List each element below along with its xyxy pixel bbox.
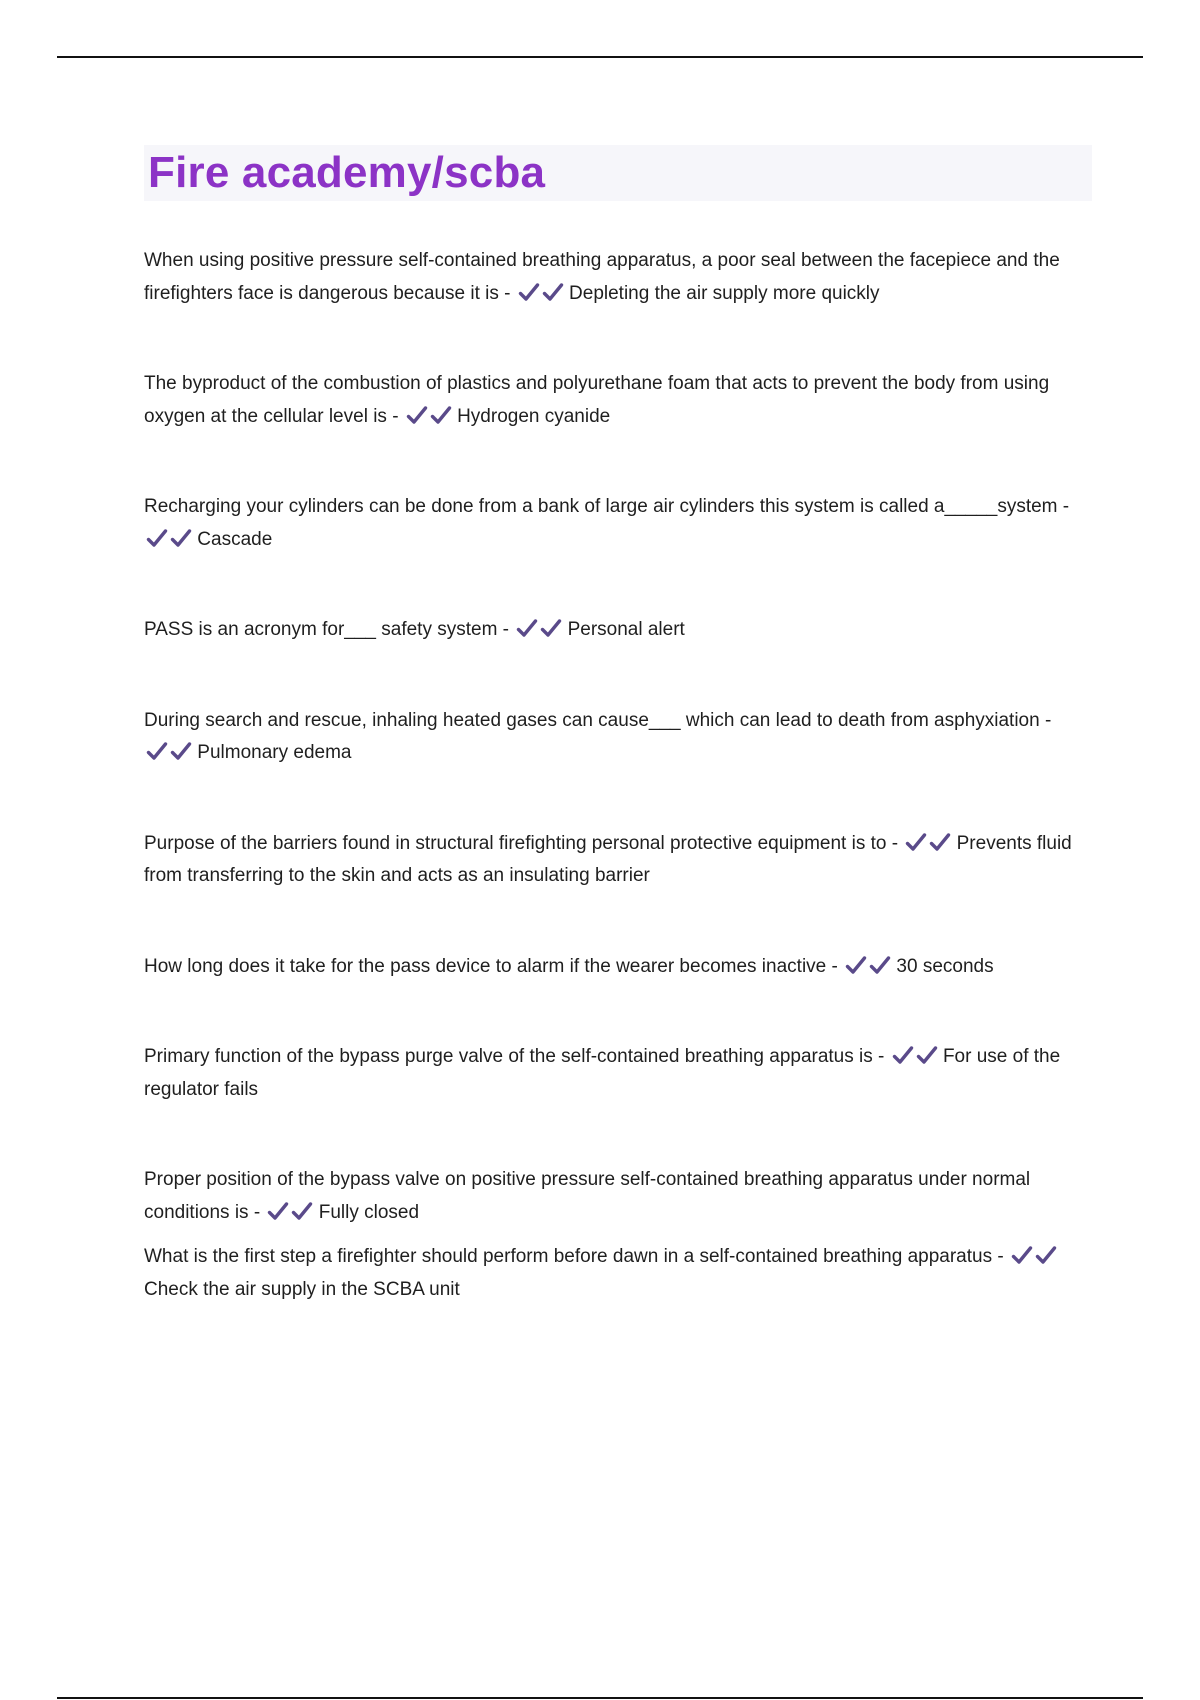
checkmark-icon [845, 955, 867, 975]
top-rule [57, 56, 1143, 58]
answer-text: Prevents fluid from transferring to the skin and acts as an insulating barrier [144, 832, 1072, 886]
question-text: Primary function of the bypass purge valve of the self-contained breathing apparatus is - [144, 1046, 885, 1067]
checkmark-icon [170, 741, 192, 761]
answer-text: Fully closed [318, 1201, 420, 1223]
checkmark-icon [929, 832, 951, 852]
checkmark-icon [430, 405, 452, 425]
answer-text: Hydrogen cyanide [457, 405, 611, 427]
check-pair [265, 1202, 313, 1223]
check-pair [903, 833, 951, 854]
question-text: How long does it take for the pass device to alarm if the wearer becomes inactive - [144, 955, 838, 977]
page-title: Fire academy/scba [148, 148, 546, 197]
check-pair [890, 1046, 938, 1067]
qa-item [144, 1164, 1092, 1229]
checkmark-icon [170, 528, 192, 548]
qa-item [144, 705, 1092, 770]
checkmark-icon [869, 955, 891, 975]
checkmark-icon [1035, 1245, 1057, 1265]
document-body [144, 145, 1092, 1306]
answer-text: 30 seconds [896, 955, 994, 977]
answer-text: Personal alert [567, 619, 685, 640]
answer-text: Pulmonary edema [197, 742, 352, 763]
checkmark-icon [542, 282, 564, 302]
answer-text: For use of the regulator fails [144, 1046, 1061, 1100]
checkmark-icon [916, 1045, 938, 1065]
qa-item [144, 368, 1092, 433]
question-text: The byproduct of the combustion of plastics and polyurethane foam that acts to prevent the body from using oxygen at the cellular level is - [144, 373, 1050, 427]
check-pair [144, 529, 192, 550]
checkmark-icon [146, 528, 168, 548]
qa-item [144, 828, 1092, 893]
check-pair [404, 406, 452, 427]
check-pair [1009, 1246, 1057, 1267]
question-text: During search and rescue, inhaling heated gases can cause___ which can lead to death from asphyxiation - [144, 709, 1052, 731]
title-band [144, 145, 1092, 201]
checkmark-icon [518, 282, 540, 302]
check-pair [514, 619, 562, 640]
checkmark-icon [267, 1201, 289, 1221]
answer-text: Depleting the air supply more quickly [569, 282, 880, 304]
checkmark-icon [540, 618, 562, 638]
question-text: Purpose of the barriers found in structural firefighting personal protective equipment is to - [144, 832, 899, 854]
check-pair [516, 283, 564, 304]
qa-item [144, 1041, 1092, 1106]
qa-item [144, 614, 1092, 647]
question-text: Recharging your cylinders can be done from a bank of large air cylinders this system is called a_____system - [144, 496, 1070, 517]
answer-text: Cascade [197, 528, 273, 550]
checkmark-icon [892, 1045, 914, 1065]
question-text: Proper position of the bypass valve on positive pressure self-contained breathing apparatus under normal conditions is - [144, 1169, 1031, 1223]
answer-text: Check the air supply in the SCBA unit [144, 1278, 460, 1300]
check-pair [144, 742, 192, 763]
checkmark-icon [146, 741, 168, 761]
check-pair [843, 956, 891, 977]
qa-item [144, 245, 1092, 310]
question-text: What is the first step a firefighter should perform before dawn in a self-contained breathing apparatus - [144, 1246, 1004, 1267]
checkmark-icon [406, 405, 428, 425]
bottom-rule [57, 1697, 1143, 1699]
qa-item [144, 491, 1092, 556]
checkmark-icon [291, 1201, 313, 1221]
checkmark-icon [1011, 1245, 1033, 1265]
checkmark-icon [516, 618, 538, 638]
qa-item [144, 951, 1092, 984]
checkmark-icon [905, 832, 927, 852]
question-text: When using positive pressure self-contained breathing apparatus, a poor seal between the facepiece and the firefighters face is dangerous because it is - [144, 250, 1060, 304]
question-text: PASS is an acronym for___ safety system - [144, 619, 510, 640]
qa-list [144, 245, 1092, 1306]
qa-item [144, 1241, 1092, 1306]
